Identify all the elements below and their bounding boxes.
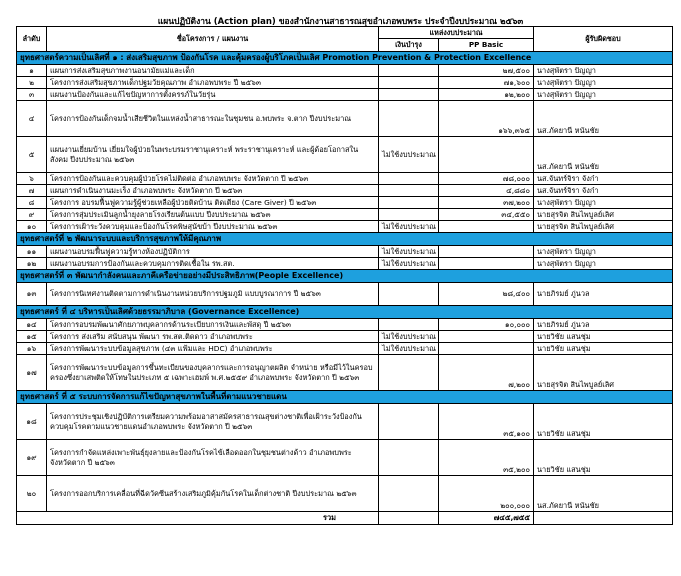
project-name: แผนงานเยี่ยมบ้าน เยี่ยมใจผู้ป่วยในพระบรมราชานุเคราะห์ พระราชานุเคราะห์ และผู้ด้อยโอกาสในสังคม ปีงบประมาณ ๒๕๖๓	[47, 137, 379, 173]
budget-source	[379, 476, 439, 512]
pp-basic-amount: ๒๗,๕๐๐	[439, 65, 534, 77]
owner-name: นางสุพัตรา ปัญญา	[534, 65, 673, 77]
owner-name: นส.ภัคยานี หนันชัย	[534, 101, 673, 137]
row-number: ๑๕	[17, 331, 47, 343]
table-row	[17, 331, 673, 343]
strategy-header	[17, 233, 673, 246]
budget-source: ไม่ใช้งบประมาณ	[379, 258, 439, 270]
pp-basic-amount: ๓๔,๕๕๐	[439, 209, 534, 221]
pp-basic-amount	[439, 221, 534, 233]
table-row	[17, 173, 673, 185]
budget-source: ไม่ใช้งบประมาณ	[379, 331, 439, 343]
pp-basic-amount: ๗,๒๐๐	[439, 355, 534, 391]
owner-name: นายสุรจิต สินไพบูลย์เลิศ	[534, 221, 673, 233]
row-number: ๑๑	[17, 246, 47, 258]
row-number: ๑๗	[17, 355, 47, 391]
pp-basic-amount	[439, 343, 534, 355]
strategy-label: ยุทธศาสตร์ความเป็นเลิศที่ ๑ : ส่งเสริมสุขภาพ ป้องกันโรค และคุ้มครองผู้บริโภคเป็นเลิศ Promotion Prevention & Protection Excellence	[17, 52, 673, 65]
pp-basic-amount: ๓๕,๒๐๐	[439, 440, 534, 476]
pp-basic-amount: ๗๘,๐๐๐	[439, 173, 534, 185]
row-number: ๑๔	[17, 319, 47, 331]
strategy-header	[17, 52, 673, 65]
owner-name: นายสุรจิต สินไพบูลย์เลิศ	[534, 209, 673, 221]
budget-source	[379, 173, 439, 185]
pp-basic-amount	[439, 331, 534, 343]
total-row	[17, 512, 673, 525]
pp-basic-amount: ๑๐,๐๐๐	[439, 319, 534, 331]
plan-body	[17, 52, 673, 525]
row-number: ๓	[17, 89, 47, 101]
owner-name: นายวิชัย แสนชุ่ม	[534, 343, 673, 355]
project-name: โครงการสุ่มประเมินลูกน้ำยุงลายโรงเรียนต้นแบบ ปีงบประมาณ ๒๕๖๓	[47, 209, 379, 221]
strategy-label: ยุทธศาสตร์ ที่ ๔ บริหารเป็นเลิศด้วยธรรมาภิบาล (Governance Excellence)	[17, 306, 673, 319]
owner-name: นายภิรมย์ ภู่นวล	[534, 319, 673, 331]
budget-source	[379, 101, 439, 137]
pp-basic-amount: ๒๘,๔๐๐	[439, 283, 534, 306]
owner-name: นางสุพัตรา ปัญญา	[534, 246, 673, 258]
strategy-label: ยุทธศาสตร์ที่ ๓ พัฒนากำลังคนและภาคีเครือข่ายอย่างมีประสิทธิภาพ(People Excellence)	[17, 270, 673, 283]
strategy-header	[17, 306, 673, 319]
table-row	[17, 197, 673, 209]
row-number: ๑๘	[17, 404, 47, 440]
project-name: โครงการป้องกันและควบคุมผู้ป่วยโรคไม่ติดต่อ อำเภอพบพระ จังหวัดตาก ปี ๒๕๖๓	[47, 173, 379, 185]
table-row	[17, 77, 673, 89]
project-name: โครงการส่งเสริมสุขภาพเด็กปฐมวัยคุณภาพ อำเภอพบพระ ปี ๒๕๖๓	[47, 77, 379, 89]
row-number: ๑๓	[17, 283, 47, 306]
strategy-label: ยุทธศาสตร์ ที่ ๕ ระบบการจัดการแก้ไขปัญหาสุขภาพในพื้นที่ตามแนวชายแดน	[17, 391, 673, 404]
project-name: แผนการส่งเสริมสุขภาพงานอนามัยแม่และเด็ก	[47, 65, 379, 77]
col-header-pp-basic: PP Basic	[439, 39, 534, 52]
project-name: โครงการออกบริการเคลื่อนที่ฉีดวัคซีนสร้างเสริมภูมิคุ้มกันโรคในเด็กต่างชาติ ปีงบประมาณ ๒๕๖๓	[47, 476, 379, 512]
table-row	[17, 476, 673, 512]
project-name: โครงการ อบรมฟื้นฟูความรู้ผู้ช่วยเหลือผู้ป่วยติดบ้าน ติดเตียง (Care Giver) ปี ๒๕๖๓	[47, 197, 379, 209]
project-name: แผนงานอบรมฟื้นฟูความรู้ทางห้องปฏิบัติการ	[47, 246, 379, 258]
project-name: โครงการพัฒนาระบบข้อมูลการขึ้นทะเบียนของบุคลากรและการอนุญาตผลิต จำหน่าย หรือมีไว้ในครอบครองซึ่งยาเสพติดให้โทษในประเภท ๕ เฉพาะเฮมพ์ พ.ศ.๒๕๕๙ อำเภอพบพระ จังหวัดตาก ปี ๒๕๖๓	[47, 355, 379, 391]
pp-basic-amount: ๒๐๐,๐๐๐	[439, 476, 534, 512]
owner-name: นายวิชัย แสนชุ่ม	[534, 331, 673, 343]
budget-source	[379, 197, 439, 209]
budget-source	[379, 404, 439, 440]
pp-basic-amount: ๔,๘๘๐	[439, 185, 534, 197]
row-number: ๒๐	[17, 476, 47, 512]
table-row	[17, 101, 673, 137]
pp-basic-amount: ๓๗,๒๐๐	[439, 197, 534, 209]
action-plan-table	[16, 26, 673, 525]
table-row	[17, 137, 673, 173]
budget-source: ไม่ใช้งบประมาณ	[379, 137, 439, 173]
col-header-no: ลำดับ	[17, 27, 47, 52]
strategy-header	[17, 270, 673, 283]
table-row	[17, 440, 673, 476]
owner-name: นส.จันทร์จิรา จังก๋า	[534, 173, 673, 185]
row-number: ๗	[17, 185, 47, 197]
pp-basic-amount	[439, 258, 534, 270]
total-label: รวม	[17, 512, 379, 525]
table-row	[17, 65, 673, 77]
table-row	[17, 355, 673, 391]
budget-source	[379, 355, 439, 391]
row-number: ๑๐	[17, 221, 47, 233]
project-name: โครงการพัฒนาระบบข้อมูลสุขภาพ (๔๓ แฟ้มและ HDC) อำเภอพบพระ	[47, 343, 379, 355]
total-value: ๗๔๕,๗๕๕	[439, 512, 534, 525]
project-name: แผนการดำเนินงานมะเร็ง อำเภอพบพระ จังหวัดตาก ปี ๒๕๖๓	[47, 185, 379, 197]
pp-basic-amount: ๑๒,๒๐๐	[439, 89, 534, 101]
row-number: ๘	[17, 197, 47, 209]
strategy-header	[17, 391, 673, 404]
budget-source	[379, 77, 439, 89]
strategy-label: ยุทธศาสตร์ที่ ๒ พัฒนาระบบและบริการสุขภาพให้มีคุณภาพ	[17, 233, 673, 246]
owner-name: นายวิชัย แสนชุ่ม	[534, 404, 673, 440]
row-number: ๕	[17, 137, 47, 173]
pp-basic-amount: ๓๕,๑๐๐	[439, 404, 534, 440]
header-row-1	[17, 27, 673, 39]
project-name: โครงการนิเทศงานติดตามการดำเนินงานหน่วยบริการปฐมภูมิ แบบบูรณาการ ปี ๒๕๖๓	[47, 283, 379, 306]
table-row	[17, 404, 673, 440]
row-number: ๖	[17, 173, 47, 185]
project-name: โครงการประชุมเชิงปฏิบัติการเตรียมความพร้อมอาสาสมัครสาธารณสุขต่างชาติเพื่อเฝ้าระวังป้องกันควบคุมโรคตามแนวชายแดนอำเภอพบพระ จังหวัดตาก ปี ๒๕๖๓	[47, 404, 379, 440]
row-number: ๑๙	[17, 440, 47, 476]
owner-name: นางสุพัตรา ปัญญา	[534, 77, 673, 89]
table-row	[17, 89, 673, 101]
table-row	[17, 343, 673, 355]
pp-basic-amount	[439, 246, 534, 258]
project-name: โครงการ ส่งเสริม สนับสนุน พัฒนา รพ.สต.ติดดาว อำเภอพบพระ	[47, 331, 379, 343]
owner-name: นายวิชัย แสนชุ่ม	[534, 440, 673, 476]
col-header-owner: ผู้รับผิดชอบ	[534, 27, 673, 52]
table-row	[17, 185, 673, 197]
budget-source	[379, 283, 439, 306]
row-number: ๔	[17, 101, 47, 137]
col-header-own-budget: เงินบำรุง	[379, 39, 439, 52]
owner-name: นายภิรมย์ ภู่นวล	[534, 283, 673, 306]
owner-name: นางสุพัตรา ปัญญา	[534, 89, 673, 101]
owner-name: นายสุรจิต สินไพบูลย์เลิศ	[534, 355, 673, 391]
project-name: แผนงานอบรมการป้องกันและควบคุมการติดเชื้อใน รพ.สต.	[47, 258, 379, 270]
row-number: ๑	[17, 65, 47, 77]
owner-name: นางสุพัตรา ปัญญา	[534, 197, 673, 209]
total-own-budget	[379, 512, 439, 525]
budget-source	[379, 440, 439, 476]
table-row	[17, 246, 673, 258]
total-owner	[534, 512, 673, 525]
project-name: โครงการป้องกันเด็กจมน้ำเสียชีวิตในแหล่งน้ำสาธารณะในชุมชน อ.พบพระ จ.ตาก ปีงบประมาณ	[47, 101, 379, 137]
owner-name: นส.ภัคยานี หนันชัย	[534, 137, 673, 173]
row-number: ๑๖	[17, 343, 47, 355]
table-row	[17, 283, 673, 306]
budget-source: ไม่ใช้งบประมาณ	[379, 343, 439, 355]
owner-name: นส.จันทร์จิรา จังก๋า	[534, 185, 673, 197]
project-name: โครงการกำจัดแหล่งเพาะพันธุ์ยุงลายและป้องกันโรคไข้เลือดออกในชุมชนต่างด้าว อำเภอพบพระ จังหวัดตาก ปี ๒๕๖๓	[47, 440, 379, 476]
row-number: ๙	[17, 209, 47, 221]
row-number: ๒	[17, 77, 47, 89]
budget-source	[379, 89, 439, 101]
pp-basic-amount: ๗๑,๖๐๐	[439, 77, 534, 89]
owner-name: นางสุพัตรา ปัญญา	[534, 258, 673, 270]
row-number: ๑๒	[17, 258, 47, 270]
col-header-project: ชื่อโครงการ / แผนงาน	[47, 27, 379, 52]
owner-name: นส.ภัคยานี หนันชัย	[534, 476, 673, 512]
budget-source	[379, 209, 439, 221]
table-row	[17, 221, 673, 233]
project-name: โครงการเฝ้าระวังควบคุมและป้องกันโรคพิษสุนัขบ้า ปีงบประมาณ ๒๕๖๓	[47, 221, 379, 233]
budget-source	[379, 65, 439, 77]
budget-source	[379, 185, 439, 197]
budget-source: ไม่ใช้งบประมาณ	[379, 221, 439, 233]
pp-basic-amount	[439, 137, 534, 173]
document-title: แผนปฏิบัติงาน (Action plan) ของสำนักงานสาธารณสุขอำเภอพบพระ ประจำปีงบประมาณ ๒๕๖๓	[157, 17, 524, 27]
table-row	[17, 319, 673, 331]
pp-basic-amount: ๑๖๖,๓๖๕	[439, 101, 534, 137]
project-name: โครงการอบรมพัฒนาศักยภาพบุคลากรด้านระเบียบการเงินและพัสดุ ปี ๒๕๖๓	[47, 319, 379, 331]
table-row	[17, 209, 673, 221]
budget-source	[379, 319, 439, 331]
project-name: แผนงานป้องกันและแก้ไขปัญหาการตั้งครรภ์ในวัยรุ่น	[47, 89, 379, 101]
table-row	[17, 258, 673, 270]
budget-source: ไม่ใช้งบประมาณ	[379, 246, 439, 258]
col-header-source: แหล่งงบประมาณ	[379, 27, 534, 39]
